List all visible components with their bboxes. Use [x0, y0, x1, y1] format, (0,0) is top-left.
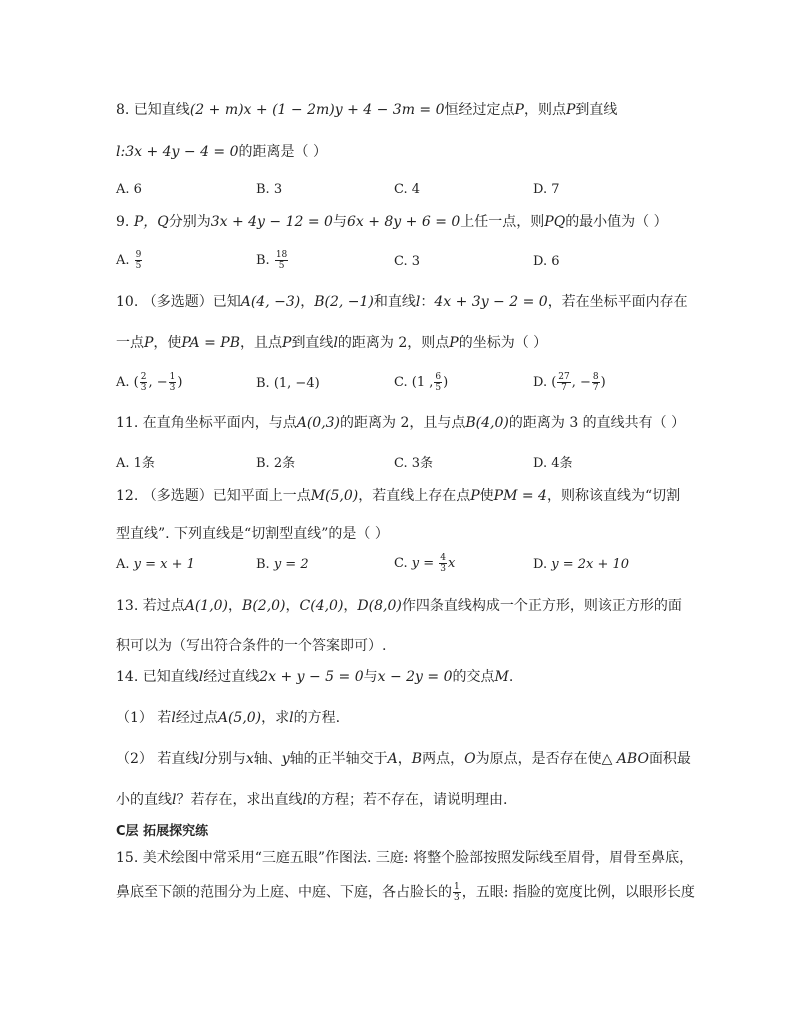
q9-option-d: D. 6 — [533, 254, 560, 269]
q15-line1: 15. 美术绘图中常采用“三庭五眼”作图法. 三庭: 将整个脸部按照发际线至眉骨，眉骨至鼻底， — [116, 850, 694, 866]
q8-line1: 8. 已知直线(2 + m)x + (1 − 2m)y + 4 − 3m = 0恒经过定点P，则点P到直线 — [116, 102, 618, 118]
q12-line2: 型直线”. 下列直线是“切割型直线”的是（ ） — [116, 526, 389, 542]
fraction: $\frac{6}{5}$ — [435, 372, 442, 393]
q12-line1: 12. （多选题）已知平面上一点M(5,0)，若直线上存在点P使PM = 4，则称该直线为“切割 — [116, 488, 681, 504]
q10-option-c: C. (1 , $\frac{6}{5}$ ) — [394, 372, 449, 393]
q8-line2: l:3x + 4y − 4 = 0的距离是（ ） — [116, 144, 327, 160]
q8-option-c: C. 4 — [394, 182, 421, 197]
q11-option-b: B. 2条 — [256, 456, 296, 471]
q9-option-b: B. $\frac{18}{5}$ — [256, 250, 288, 271]
q9-option-a: A. $\frac{9}{5}$ — [116, 250, 142, 271]
q8-option-d: D. 7 — [533, 182, 560, 197]
fraction: $\frac{9}{5}$ — [135, 250, 142, 271]
fraction: $\frac{1}{3}$ — [169, 372, 176, 393]
q10-option-d: D. ( $\frac{27}{7}$ , − $\frac{8}{7}$ ) — [533, 372, 606, 393]
q8-option-a: A. 6 — [116, 182, 142, 197]
q14-stem: 14. 已知直线l经过直线2x + y − 5 = 0与x − 2y = 0的交点M. — [116, 669, 514, 685]
fraction: $\frac{27}{7}$ — [558, 372, 570, 393]
q12-option-b: B. y = 2 — [256, 557, 309, 572]
q13-line1: 13. 若过点A(1,0)，B(2,0)，C(4,0)，D(8,0)作四条直线构成一个正方形，则该正方形的面 — [116, 598, 682, 614]
fraction: $\frac{1}{3}$ — [454, 882, 460, 903]
q9-option-c: C. 3 — [394, 254, 421, 269]
q10-line2: 一点P，使PA = PB，且点P到直线l的距离为 2，则点P的坐标为（ ） — [116, 335, 548, 351]
q11-option-d: D. 4条 — [533, 456, 573, 471]
q10-option-b: B. (1, −4) — [256, 376, 320, 391]
q10-line1: 10. （多选题）已知A(4, −3)，B(2, −1)和直线l：4x + 3y − 2 = 0，若在坐标平面内存在 — [116, 294, 688, 310]
q14-part2-line2: 小的直线l？若存在，求出直线l的方程；若不存在，请说明理由. — [116, 792, 508, 808]
fraction: $\frac{8}{7}$ — [592, 372, 599, 393]
q12-option-a: A. y = x + 1 — [116, 557, 195, 572]
q10-option-a: A. ( $\frac{2}{3}$ , − $\frac{1}{3}$ ) — [116, 372, 183, 393]
q11-option-a: A. 1条 — [116, 456, 155, 471]
q14-part1: （1） 若l经过点A(5,0)，求l的方程. — [116, 710, 341, 726]
section-heading: C层 拓展探究练 — [116, 824, 209, 839]
q14-part2-line1: （2） 若直线l分别与x轴、y轴的正半轴交于A，B两点，O为原点，是否存在使△ ABO面积最 — [116, 751, 691, 767]
q13-line2: 积可以为（写出符合条件的一个答案即可）. — [116, 638, 387, 654]
q15-line2: 鼻底至下颌的范围分为上庭、中庭、下庭，各占脸长的 $\frac{1}{3}$ ，五眼: 指脸的宽度比例，以眼形长度 — [116, 882, 695, 903]
q11-stem: 11. 在直角坐标平面内，与点A(0,3)的距离为 2，且与点B(4,0)的距离为 3 的直线共有（ ） — [116, 415, 686, 431]
q12-option-c: C. y = $\frac{4}{3}$ x — [394, 553, 456, 574]
fraction: $\frac{18}{5}$ — [275, 250, 288, 271]
q9-stem: 9. P，Q分别为3x + 4y − 12 = 0与6x + 8y + 6 = 0上任一点，则PQ的最小值为（ ） — [116, 214, 668, 230]
fraction: $\frac{2}{3}$ — [140, 372, 147, 393]
q11-option-c: C. 3条 — [394, 456, 434, 471]
q8-option-b: B. 3 — [256, 182, 283, 197]
fraction: $\frac{4}{3}$ — [440, 553, 446, 574]
q12-option-d: D. y = 2x + 10 — [533, 557, 630, 572]
